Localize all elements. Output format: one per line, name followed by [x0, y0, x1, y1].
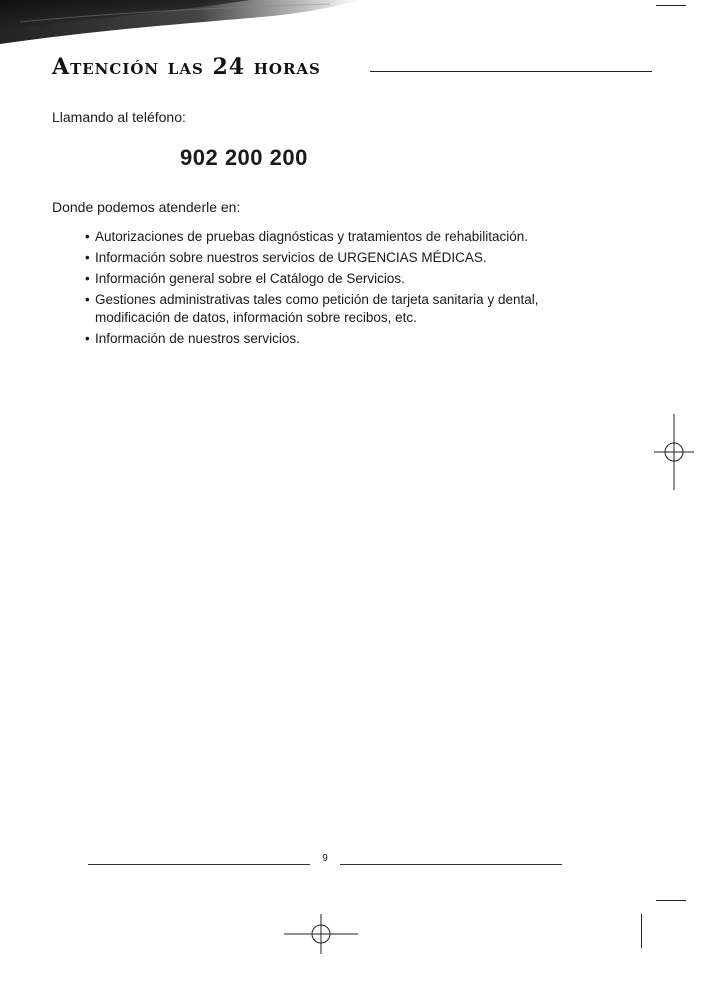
bullet-glyph: • [85, 229, 90, 244]
list-item [86, 291, 606, 326]
service-text: Información de nuestros servicios. [95, 330, 300, 346]
service-text: Autorizaciones de pruebas diagnósticas y tratamientos de rehabilitación. [95, 229, 529, 244]
list-item [86, 330, 606, 348]
bullet-glyph: • [85, 292, 90, 307]
list-item [86, 228, 606, 246]
services-intro-text: Donde podemos atenderle en: [52, 199, 241, 215]
footer-rule-left [88, 864, 310, 865]
page-title: Atención las 24 horas [52, 54, 321, 80]
service-text: Información general sobre el Catálogo de Servicios. [95, 271, 405, 286]
list-item [86, 249, 606, 267]
crop-mark-top-right [656, 5, 686, 6]
bullet-glyph: • [85, 330, 90, 346]
crop-mark-bottom-right-vertical [641, 914, 642, 948]
registration-mark-right [654, 414, 694, 490]
footer-rule-right [340, 864, 562, 865]
crop-mark-bottom-right-horizontal [656, 900, 686, 901]
page-number: 9 [322, 853, 328, 864]
service-text: Gestiones administrativas tales como petición de tarjeta sanitaria y dental, modificación de datos, información sobre recibos, etc. [95, 292, 539, 325]
services-list [86, 228, 606, 351]
title-underline-rule [370, 71, 652, 72]
bullet-glyph: • [85, 250, 90, 265]
bullet-glyph: • [85, 271, 90, 286]
phone-intro-text: Llamando al teléfono: [52, 109, 186, 125]
list-item [86, 270, 606, 288]
header-swoosh-decoration [0, 0, 380, 48]
registration-mark-bottom [284, 914, 358, 954]
phone-number: 902 200 200 [180, 145, 308, 170]
section-heading [52, 54, 600, 80]
service-text: Información sobre nuestros servicios de URGENCIAS MÉDICAS. [95, 250, 487, 265]
